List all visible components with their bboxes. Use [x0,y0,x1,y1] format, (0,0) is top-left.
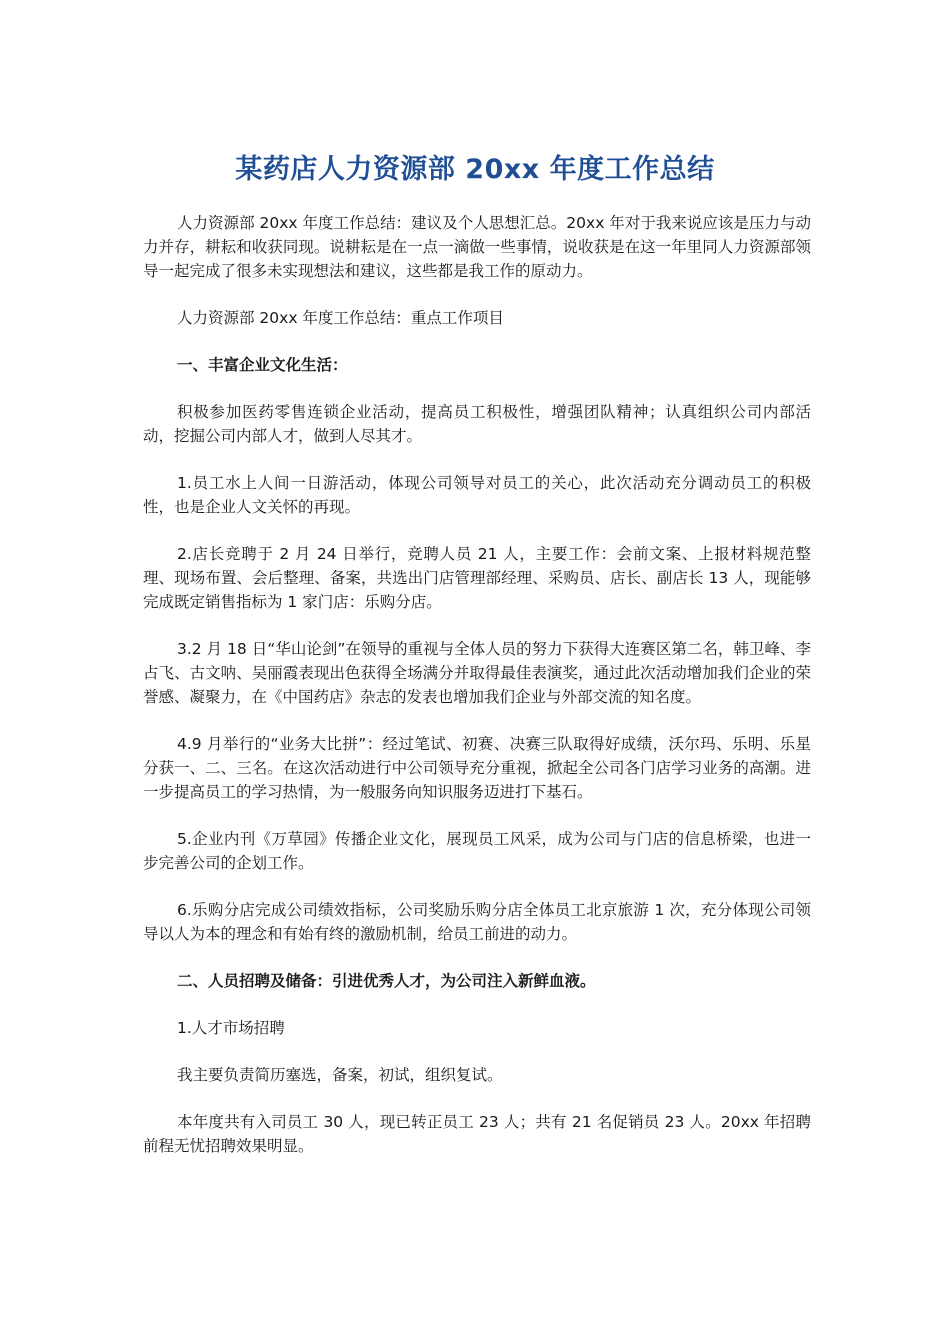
paragraph-hiring-stats: 本年度共有入司员工 30 人，现已转正员工 23 人；共有 21 名促销员 23 人。20xx 年招聘前程无忧招聘效果明显。 [143,1113,811,1155]
list-item-6: 6.乐购分店完成公司绩效指标，公司奖励乐购分店全体员工北京旅游 1 次，充分体现公司领导以人为本的理念和有始有终的激励机制，给员工前进的动力。 [143,901,811,943]
list-item-2: 2.店长竞聘于 2 月 24 日举行，竞聘人员 21 人，主要工作：会前文案、上报材料规范整理、现场布置、会后整理、备案，共选出门店管理部经理、采购员、店长、副店长 13 人，现能够完成既定销售指标为 1 家门店：乐购分店。 [143,545,811,611]
list-item-4: 4.9 月举行的“业务大比拼”：经过笔试、初赛、决赛三队取得好成绩，沃尔玛、乐明、乐星分获一、二、三名。在这次活动进行中公司领导充分重视，掀起全公司各门店学习业务的高潮。进一步提高员工的学习热情，为一般服务向知识服务迈进打下基石。 [143,735,811,801]
section-heading-culture: 一、丰富企业文化生活： [177,356,348,374]
paragraph-key-projects: 人力资源部 20xx 年度工作总结：重点工作项目 [177,309,504,327]
paragraph-culture-summary: 积极参加医药零售连锁企业活动，提高员工积极性，增强团队精神；认真组织公司内部活动，挖掘公司内部人才，做到人尽其才。 [143,403,811,445]
subheading-talent-market: 1.人才市场招聘 [177,1019,285,1037]
paragraph-intro: 人力资源部 20xx 年度工作总结：建议及个人思想汇总。20xx 年对于我来说应该是压力与动力并存，耕耘和收获同现。说耕耘是在一点一滴做一些事情，说收获是在这一年里同人力资源部领导一起完成了很多未实现想法和建议，这些都是我工作的原动力。 [143,214,811,280]
paragraph-responsibilities: 我主要负责简历塞选，备案，初试，组织复试。 [177,1066,503,1084]
section-heading-recruitment: 二、人员招聘及储备：引进优秀人才，为公司注入新鲜血液。 [177,972,596,990]
list-item-3: 3.2 月 18 日“华山论剑”在领导的重视与全体人员的努力下获得大连赛区第二名，韩卫峰、李占飞、古文呐、吴丽霞表现出色获得全场满分并取得最佳表演奖，通过此次活动增加我们企业的荣誉感、凝聚力，在《中国药店》杂志的发表也增加我们企业与外部交流的知名度。 [143,640,811,706]
list-item-1: 1.员工水上人间一日游活动，体现公司领导对员工的关心，此次活动充分调动员工的积极性，也是企业人文关怀的再现。 [143,474,811,516]
document-title: 某药店人力资源部 20xx 年度工作总结 [235,154,715,185]
list-item-5: 5.企业内刊《万草园》传播企业文化，展现员工风采，成为公司与门店的信息桥梁，也进一步完善公司的企划工作。 [143,830,811,872]
document-body [143,211,811,1181]
